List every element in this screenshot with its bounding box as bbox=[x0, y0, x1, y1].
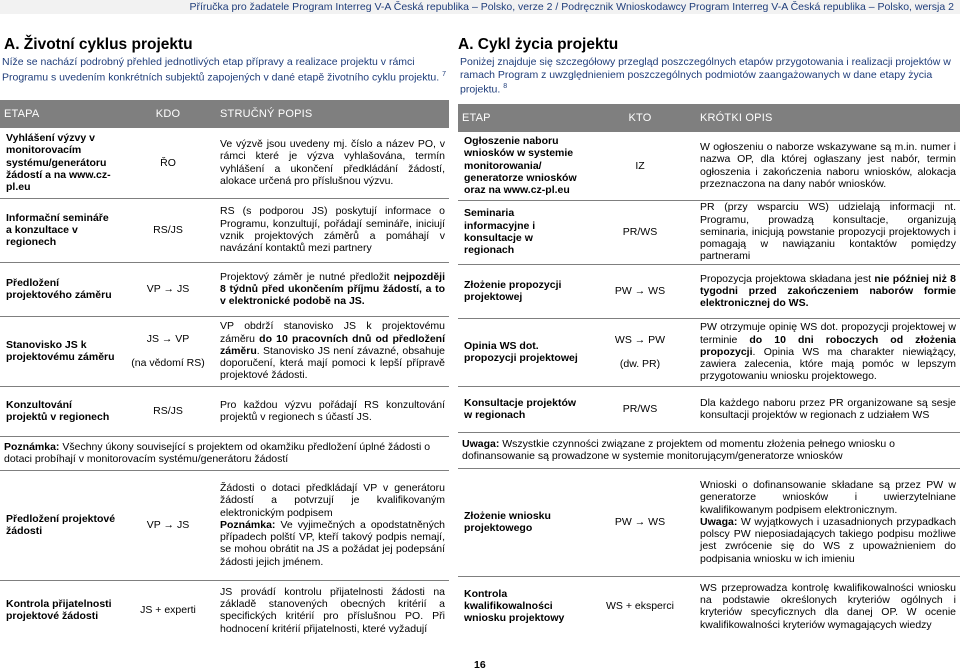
table-header-row bbox=[0, 100, 449, 128]
note-label: Uwaga: bbox=[462, 437, 500, 450]
who-cell: RS/JS bbox=[120, 386, 216, 436]
description-cell: Dla każdego naboru przez PR organizowane są sesje konsultacji projektów w regionach z udziałem WS bbox=[696, 386, 960, 432]
section-title-cz: A. Životní cyklus projektu bbox=[4, 36, 193, 53]
remark-text: W wyjątkowych i uzasadnionych przypadkach polscy PW nieposiadających takiego podpisu możliwe jest zwrócenie się do WS z upoważnieniem do podpisania wniosku w ich imieniu bbox=[700, 515, 956, 565]
remark-label: Poznámka: bbox=[220, 518, 276, 531]
description-bold: do 10 dni roboczych od złożenia propozycji bbox=[700, 333, 956, 358]
who-cell: JS + experti bbox=[140, 604, 196, 617]
table-row bbox=[458, 264, 960, 318]
description-part: Propozycja projektowa składana jest bbox=[700, 272, 875, 285]
note-cell bbox=[458, 432, 960, 468]
table-row bbox=[458, 132, 960, 200]
description-cell: W ogłoszeniu o naborze wskazywane są m.in. numer i nazwa OP, dla której ogłaszany jest nabór, termin ogłoszenia i zakończenia naboru wniosków, alokacja przeznaczona na dany nabór wniosków. bbox=[696, 132, 960, 200]
who-cell: PR/WS bbox=[584, 200, 696, 264]
description-part: . Opinia WS ma charakter niewiążący, zawiera zalecenia, które mają pomóc w lepszym przygotowaniu wniosku projektowego. bbox=[700, 345, 956, 383]
who-cell: PW → WS bbox=[584, 264, 696, 318]
page-header bbox=[0, 0, 960, 14]
description-cell: Pro každou výzvu pořádají RS konzultování projektů v regionech s účastí JS. bbox=[216, 386, 449, 436]
intro-cz: Níže se nachází podrobný přehled jednotlivých etap přípravy a realizace projektu v rámci Programu s uvedením konkrétních subjektů zapojených v dané etapě životního cyklu projektu. bbox=[2, 56, 440, 83]
stage-cell: Opinia WS dot. propozycji projektowej bbox=[458, 318, 584, 386]
table-row bbox=[458, 468, 960, 576]
who-note: (dw. PR) bbox=[619, 358, 661, 371]
remark-text: Ve vyjimečných a opodstatněných případech polští VP, kteří takový podpis nemají, se mohou obrátit na JS a požádat jej podepsání žádosti jejich jménem. bbox=[220, 518, 445, 568]
who-cell: IZ bbox=[584, 132, 696, 200]
intro-pl: Poniżej znajduje się szczegółowy przegląd poszczególnych etapów przygotowania i realizacji projektów w ramach Program z uwzględnieniem poszczególnych podmiotów zaangażowanych w dane etapy życia projektu. bbox=[460, 56, 951, 96]
footnote-ref-cz: 7 bbox=[442, 70, 446, 78]
stage-cell: Kontrola přijatelnosti projektové žádosti bbox=[6, 597, 112, 623]
who-cell: RS/JS bbox=[120, 198, 216, 262]
stage-cell: Předložení projektové žádosti bbox=[0, 470, 120, 580]
who-cell: VP → JS bbox=[120, 262, 216, 316]
table-row bbox=[0, 386, 449, 436]
description-cell: WS przeprowadza kontrolę kwalifikowalności wniosku na podstawie określonych kryteriów ogólnych i kryteriów specyficznych dla danej OP. W ocenie kwalifikowalności kryteriów wymagających wiedzy bbox=[700, 581, 956, 631]
polish-column bbox=[458, 36, 960, 636]
description-cell bbox=[216, 262, 449, 316]
note-text: Wszystkie czynności związane z projektem od momentu złożenia pełnego wniosku o dofinansowanie są prowadzone w systemie monitorującym/generatorze wniosków bbox=[462, 437, 896, 462]
table-row bbox=[0, 316, 449, 386]
note-text: Všechny úkony související s projektem od okamžiku předložení úplné žádosti o dotaci probíhají v monitorovacím systému/generátoru žádostí bbox=[4, 440, 431, 465]
who-cell: WS + eksperci bbox=[606, 600, 674, 613]
note-row bbox=[458, 432, 960, 468]
stage-cell: Předložení projektového záměru bbox=[0, 262, 120, 316]
lifecycle-table-cz bbox=[0, 100, 449, 640]
description-part: VP obdrží stanovisko JS k projektovému záměru bbox=[220, 320, 445, 345]
section-title-pl: A. Cykl życia projektu bbox=[458, 36, 619, 53]
description-part: Žádosti o dotaci předkládají VP v generátoru žádostí a potvrzují je kvalifikovaným elektronickým podpisem bbox=[220, 481, 445, 519]
intro-text-pl bbox=[458, 56, 960, 104]
header-etapa: ETAPA bbox=[0, 100, 120, 128]
header-etap: ETAP bbox=[458, 104, 584, 132]
description-cell: Ve výzvě jsou uvedeny mj. číslo a název PO, v rámci které je výzva vyhlašována, termín vyhlášení a ukončení předkládání žádostí, alokace určená pro příslušnou výzvu. bbox=[216, 128, 449, 198]
note-label: Poznámka: bbox=[4, 440, 60, 453]
who-cell: ŘO bbox=[120, 128, 216, 198]
table-row bbox=[458, 200, 960, 264]
remark-label: Uwaga: bbox=[700, 515, 738, 528]
who-main: JS → VP bbox=[146, 332, 190, 345]
stage-cell: Vyhlášení výzvy v monitorovacím systému/generátoru žádostí a na www.cz-pl.eu bbox=[0, 128, 120, 198]
description-part: PW otrzymuje opinię WS dot. propozycji projektowej w terminie bbox=[700, 321, 956, 346]
footnote-ref-pl: 8 bbox=[503, 83, 508, 90]
table-row bbox=[0, 198, 449, 262]
header-popis: STRUČNÝ POPIS bbox=[216, 100, 449, 128]
table-row bbox=[0, 580, 449, 640]
description-part: Wnioski o dofinansowanie składane są przez PW w generatorze wniosków i uwierzytelniane kwalifikowanym podpisem elektronicznym. bbox=[700, 478, 956, 516]
note-row bbox=[0, 436, 449, 470]
header-kto: KTO bbox=[584, 104, 696, 132]
who-cell: VP → JS bbox=[120, 470, 216, 580]
who-main: WS → PW bbox=[614, 333, 666, 346]
description-cell: PR (przy wsparciu WS) udzielają informacji nt. Programu, prowadzą konsultacje, organizują seminaria, inicjują powstanie propozycji projektowych i pomagają w nawiązaniu kontaktów pomiędzy partnerami bbox=[696, 200, 960, 264]
description-cell bbox=[216, 316, 449, 386]
description-cell bbox=[696, 468, 960, 576]
page-number: 16 bbox=[474, 659, 486, 671]
stage-cell: Konsultacje projektów w regionach bbox=[458, 386, 584, 432]
table-row bbox=[0, 470, 449, 580]
table-row bbox=[458, 318, 960, 386]
description-bold: nejpozději 8 týdnů před ukončením příjmu žádostí, a to v elektronické podobě na JS. bbox=[220, 270, 445, 308]
header-kdo: KDO bbox=[120, 100, 216, 128]
stage-cell: Złożenie wniosku projektowego bbox=[458, 468, 584, 576]
description-cell bbox=[696, 264, 960, 318]
stage-cell: Kontrola kwalifikowalności wniosku projektowy bbox=[464, 587, 565, 625]
description-part: Projektový záměr je nutné předložit bbox=[220, 270, 394, 283]
stage-cell: Ogłoszenie naboru wniosków w systemie monitorowania/ generatorze wniosków oraz na www.cz-pl.eu bbox=[458, 132, 584, 200]
table-row bbox=[458, 576, 960, 636]
table-header-row bbox=[458, 104, 960, 132]
intro-text-cz bbox=[0, 56, 449, 100]
lifecycle-table-pl bbox=[458, 104, 960, 636]
header-title: Příručka pro žadatele Program Interreg V-A Česká republika – Polsko, verze 2 / Podręcznik Wnioskodawcy Program Interreg V-A Česká republika – Polsko, wersja 2 bbox=[189, 1, 954, 13]
note-cell bbox=[0, 436, 449, 470]
description-part: . Stanovisko JS není závazné, obsahuje doporučení, která mají pomoci k lepší přípravě projektové žádosti. bbox=[220, 344, 445, 382]
description-cell bbox=[216, 470, 449, 580]
table-row bbox=[0, 128, 449, 198]
description-cell bbox=[696, 318, 960, 386]
stage-cell: Stanovisko JS k projektovému záměru bbox=[0, 316, 120, 386]
table-row bbox=[458, 386, 960, 432]
stage-cell: Złożenie propozycji projektowej bbox=[458, 264, 584, 318]
description-cell: RS (s podporou JS) poskytují informace o Programu, konzultují, pořádají semináře, iniciují vznik projektových záměrů a pomáhají v navázání kontaktů mezi partnery bbox=[216, 198, 449, 262]
who-note: (na vědomí RS) bbox=[131, 357, 205, 370]
stage-cell: Seminaria informacyjne i konsultacje w regionach bbox=[458, 200, 584, 264]
who-cell bbox=[584, 318, 696, 386]
description-cell: JS provádí kontrolu přijatelnosti žádosti na základě stanovených obecných kritérií a specifických kritérií pro příslušnou PO. Při hodnocení kritérií přijatelnosti, které vyžadují bbox=[220, 585, 445, 635]
description-bold: do 10 pracovních dnů od předložení záměru bbox=[220, 332, 446, 357]
description-bold: nie później niż 8 tygodni przed zakończeniem naborów formie elektronicznej do WS. bbox=[700, 272, 956, 310]
who-cell bbox=[120, 316, 216, 386]
czech-column bbox=[0, 36, 449, 640]
header-opis: KRÓTKI OPIS bbox=[696, 104, 960, 132]
who-cell: PR/WS bbox=[584, 386, 696, 432]
table-row bbox=[0, 262, 449, 316]
who-cell: PW → WS bbox=[584, 468, 696, 576]
stage-cell: Informační semináře a konzultace v regionech bbox=[0, 198, 120, 262]
stage-cell: Konzultování projektů v regionech bbox=[0, 386, 120, 436]
